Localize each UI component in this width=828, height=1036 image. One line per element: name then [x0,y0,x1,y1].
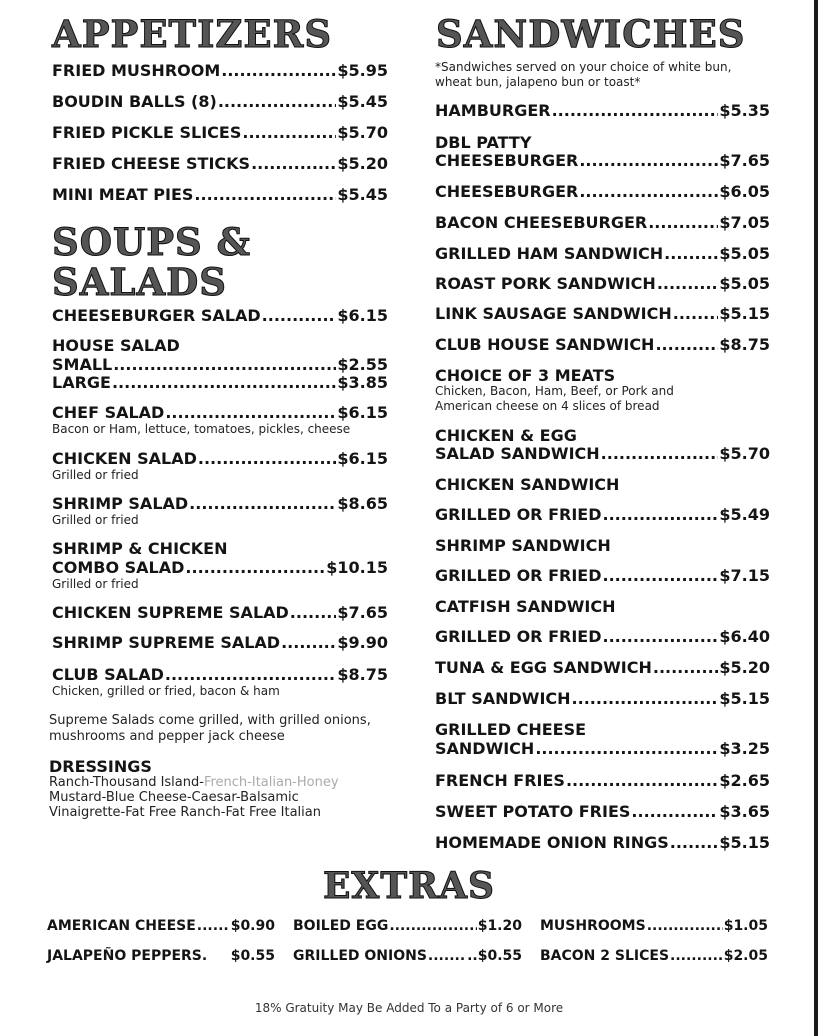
menu-item: SWEET POTATO FRIES ..... $3.65 [435,802,770,821]
menu-item: COMBO SALAD ..... $10.15 [52,558,388,577]
menu-item: ROAST PORK SANDWICH ..... $5.05 [435,274,770,293]
menu-item: LARGE ..... $3.85 [52,373,388,392]
menu-item: CHEESEBURGER ..... $7.65 [435,151,770,170]
menu-item: CHICKEN SUPREME SALAD ..... $7.65 [52,603,388,622]
menu-item-title: CHICKEN & EGG [435,426,577,445]
soups-salads-heading-line1: SOUPS & [52,220,252,264]
menu-item: CHEESEBURGER SALAD ..... $6.15 [52,306,388,325]
menu-item-title: CHOICE OF 3 MEATS [435,366,616,385]
menu-item: CHEF SALAD ..... $6.15 [52,403,388,422]
menu-item: BACON CHEESEBURGER ..... $7.05 [435,213,770,232]
supreme-note: Supreme Salads come grilled, with grilled onions, [49,713,371,728]
menu-item: GRILLED HAM SANDWICH ..... $5.05 [435,244,770,263]
menu-item: CLUB HOUSE SANDWICH ..... $8.75 [435,335,770,354]
appetizers-heading: APPETIZERS [52,12,333,56]
menu-item: LINK SAUSAGE SANDWICH ..... $5.15 [435,304,770,323]
gratuity-note: 18% Gratuity May Be Added To a Party of 6 or More [254,1001,564,1015]
item-description: Chicken, Bacon, Ham, Beef, or Pork and [435,384,674,398]
item-description: Grilled or fried [52,513,139,527]
menu-item-title: CHICKEN SANDWICH [435,475,620,494]
menu-item: SANDWICH ..... $3.25 [435,739,770,758]
soups-salads-heading-line2: SALADS [52,260,227,304]
menu-item-title: SHRIMP SANDWICH [435,536,611,555]
extras-item: BACON 2 SLICES ..... $2.05 [540,948,768,964]
menu-item: BOUDIN BALLS (8) ..... $5.45 [52,92,388,111]
extras-item: GRILLED ONIONS ..... ..$0.55 [293,948,522,964]
menu-item: GRILLED OR FRIED ..... $6.40 [435,627,770,646]
menu-item-title: HOUSE SALAD [52,336,180,355]
menu-item-title: DBL PATTY [435,133,532,152]
menu-item: CLUB SALAD ..... $8.75 [52,665,388,684]
item-description: American cheese on 4 slices of bread [435,399,660,413]
menu-item: CHICKEN SALAD ..... $6.15 [52,449,388,468]
menu-item: GRILLED OR FRIED ..... $7.15 [435,566,770,585]
extras-item: JALAPEÑO PEPPERS. $0.55 [47,948,275,964]
menu-item: SHRIMP SALAD ..... $8.65 [52,494,388,513]
menu-item: CHEESEBURGER ..... $6.05 [435,182,770,201]
menu-item: FRENCH FRIES ..... $2.65 [435,771,770,790]
item-description: Bacon or Ham, lettuce, tomatoes, pickles, cheese [52,422,351,436]
menu-item-title: GRILLED CHEESE [435,720,587,739]
supreme-note: mushrooms and pepper jack cheese [49,729,285,744]
menu-item: SMALL ..... $2.55 [52,355,388,374]
item-description: Chicken, grilled or fried, bacon & ham [52,684,280,698]
dressings-line: Ranch-Thousand Island-French-Italian-Honey [49,775,339,790]
menu-item: FRIED PICKLE SLICES ..... $5.70 [52,123,388,142]
menu-item: SALAD SANDWICH ..... $5.70 [435,444,770,463]
menu-item: TUNA & EGG SANDWICH ..... $5.20 [435,658,770,677]
dressings-line: Vinaigrette-Fat Free Ranch-Fat Free Italian [49,805,321,820]
menu-item-title: CATFISH SANDWICH [435,597,616,616]
menu-item: HOMEMADE ONION RINGS ..... $5.15 [435,833,770,852]
sandwiches-heading: SANDWICHES [436,12,746,56]
extras-item: MUSHROOMS ..... $1.05 [540,918,768,934]
menu-item: HAMBURGER ..... $5.35 [435,101,770,120]
menu-item: MINI MEAT PIES ..... $5.45 [52,185,388,204]
menu-item-title: SHRIMP & CHICKEN [52,539,228,558]
menu-item: FRIED MUSHROOM ..... $5.95 [52,61,388,80]
dressings-title: DRESSINGS [49,757,152,776]
extras-item: AMERICAN CHEESE ..... $0.90 [47,918,275,934]
extras-heading: EXTRAS [322,865,495,907]
item-description: Grilled or fried [52,468,139,482]
sandwiches-note: wheat bun, jalapeno bun or toast* [435,75,641,89]
menu-item: FRIED CHEESE STICKS ..... $5.20 [52,154,388,173]
menu-item: SHRIMP SUPREME SALAD ..... $9.90 [52,633,388,652]
menu-item: BLT SANDWICH ..... $5.15 [435,689,770,708]
extras-item: BOILED EGG ..... $1.20 [293,918,522,934]
sandwiches-note: *Sandwiches served on your choice of white bun, [435,60,732,74]
dressings-line: Mustard-Blue Cheese-Caesar-Balsamic [49,790,299,805]
menu-item: GRILLED OR FRIED ..... $5.49 [435,505,770,524]
item-description: Grilled or fried [52,577,139,591]
